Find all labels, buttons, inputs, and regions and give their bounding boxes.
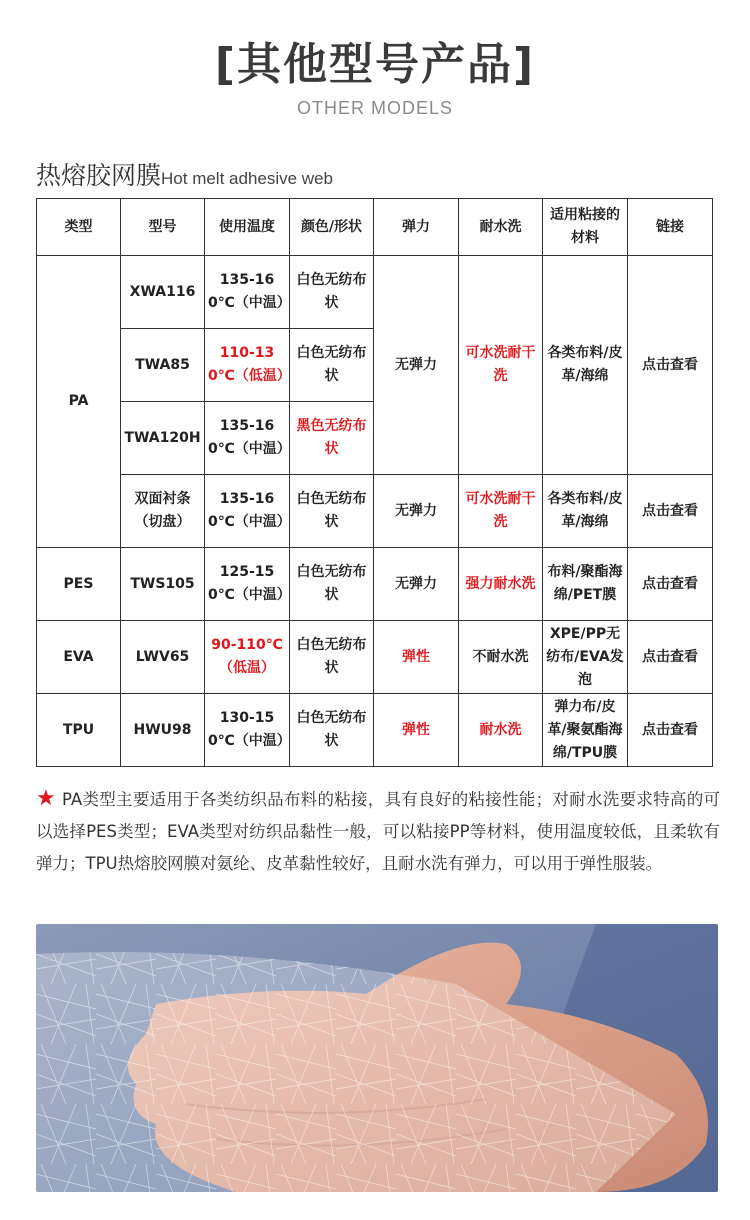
elastic-cell: 弹性: [374, 694, 459, 767]
wash-cell: 强力耐水洗: [459, 548, 543, 621]
page-subtitle: OTHER MODELS: [296, 98, 454, 118]
type-cell: PA: [37, 256, 121, 548]
product-photo: [36, 924, 718, 1192]
header-cell-material: 适用粘接的材料: [543, 199, 628, 256]
usage-note-text: PA类型主要适用于各类纺织品布料的粘接，具有良好的粘接性能；对耐水洗要求特高的可以选择PES类型；EVA类型对纺织品黏性一般，可以粘接PP等材料，使用温度较低，且柔软有弹力；TPU热熔胶网膜对氨纶、皮革黏性较好，且耐水洗有弹力，可以用于弹性服装。: [36, 790, 720, 873]
material-cell: 各类布料/皮革/海绵: [543, 256, 628, 475]
material-cell: 布料/聚酯海绵/PET膜: [543, 548, 628, 621]
temp-cell: 135-160℃（中温）: [205, 402, 290, 475]
model-cell: TWS105: [121, 548, 205, 621]
spec-table: [36, 198, 713, 767]
wash-cell: 可水洗耐干洗: [459, 256, 543, 475]
temp-cell: 90-110℃（低温）: [205, 621, 290, 694]
header-cell-type: 类型: [37, 199, 121, 256]
model-cell: XWA116: [121, 256, 205, 329]
header-cell-wash: 耐水洗: [459, 199, 543, 256]
model-cell: 双面衬条（切盘）: [121, 475, 205, 548]
temp-cell: 110-130℃（低温）: [205, 329, 290, 402]
elastic-cell: 无弹力: [374, 256, 459, 475]
material-cell: 各类布料/皮革/海绵: [543, 475, 628, 548]
section-title-cn: 热熔胶网膜: [36, 161, 162, 190]
table-row: [37, 548, 713, 621]
color-cell: 白色无纺布状: [290, 475, 374, 548]
type-cell: PES: [37, 548, 121, 621]
link-cell[interactable]: 点击查看: [628, 475, 713, 548]
temp-cell: 135-160℃（中温）: [205, 475, 290, 548]
section-title-en: Hot melt adhesive web: [161, 169, 333, 188]
model-cell: HWU98: [121, 694, 205, 767]
table-row: [37, 475, 713, 548]
temp-cell: 125-150℃（中温）: [205, 548, 290, 621]
wash-cell: 耐水洗: [459, 694, 543, 767]
table-row: [37, 694, 713, 767]
color-cell: 白色无纺布状: [290, 548, 374, 621]
table-row: [37, 621, 713, 694]
table-header-row: [37, 199, 713, 256]
color-cell: 黑色无纺布状: [290, 402, 374, 475]
elastic-cell: 弹性: [374, 621, 459, 694]
color-cell: 白色无纺布状: [290, 694, 374, 767]
model-cell: LWV65: [121, 621, 205, 694]
header-cell-color: 颜色/形状: [290, 199, 374, 256]
material-cell: 弹力布/皮革/聚氨酯海绵/TPU膜: [543, 694, 628, 767]
header-cell-elastic: 弹力: [374, 199, 459, 256]
table-row: [37, 256, 713, 329]
color-cell: 白色无纺布状: [290, 256, 374, 329]
link-cell[interactable]: 点击查看: [628, 694, 713, 767]
page-title: [其他型号产品]: [214, 39, 536, 90]
wash-cell: 可水洗耐干洗: [459, 475, 543, 548]
color-cell: 白色无纺布状: [290, 329, 374, 402]
link-cell[interactable]: 点击查看: [628, 621, 713, 694]
type-cell: EVA: [37, 621, 121, 694]
header-cell-temp: 使用温度: [205, 199, 290, 256]
model-cell: TWA85: [121, 329, 205, 402]
usage-note: [36, 783, 720, 880]
elastic-cell: 无弹力: [374, 548, 459, 621]
temp-cell: 135-160℃（中温）: [205, 256, 290, 329]
star-icon: ★: [36, 786, 57, 811]
wash-cell: 不耐水洗: [459, 621, 543, 694]
header-cell-model: 型号: [121, 199, 205, 256]
type-cell: TPU: [37, 694, 121, 767]
model-cell: TWA120H: [121, 402, 205, 475]
link-cell[interactable]: 点击查看: [628, 548, 713, 621]
color-cell: 白色无纺布状: [290, 621, 374, 694]
section-heading: [36, 156, 333, 192]
elastic-cell: 无弹力: [374, 475, 459, 548]
header-cell-link: 链接: [628, 199, 713, 256]
hand-holding-web-image: [36, 924, 718, 1192]
temp-cell: 130-150℃（中温）: [205, 694, 290, 767]
link-cell[interactable]: 点击查看: [628, 256, 713, 475]
material-cell: XPE/PP无纺布/EVA发泡: [543, 621, 628, 694]
